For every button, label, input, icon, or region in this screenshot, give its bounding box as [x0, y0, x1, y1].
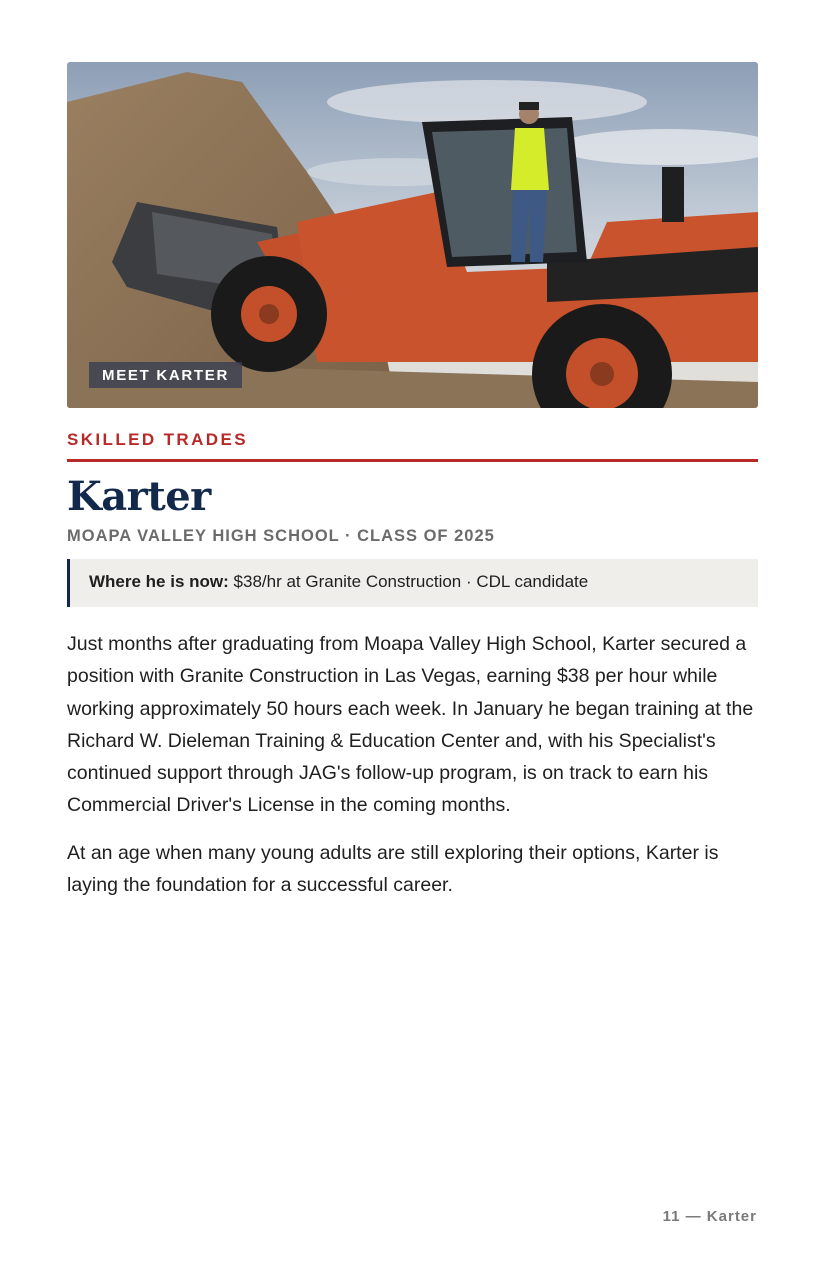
page-footer: 11 — Karter [662, 1208, 757, 1225]
school-line: MOAPA VALLEY HIGH SCHOOL · CLASS OF 2025 [67, 527, 495, 545]
body-paragraph: At an age when many young adults are still exploring their options, Karter is laying the foundation for a successful career. [67, 841, 719, 897]
hero-photo [67, 62, 758, 408]
status-value: $38/hr at Granite Construction · CDL candidate [233, 572, 589, 591]
divider-rule [67, 459, 758, 462]
status-label: Where he is now: [89, 572, 229, 591]
status-callout [67, 559, 758, 607]
profile-name: Karter [67, 473, 211, 520]
profile-page [67, 62, 758, 901]
meet-badge: MEET KARTER [89, 362, 242, 388]
body-paragraph: Just months after graduating from Moapa Valley High School, Karter secured a position with Granite Construction in Las Vegas, earning $38 per hour while working approximately 50 hours each week. In January he began training at the Richard W. Dieleman Training & Education Center and, with his Specialist's continued support through JAG's follow-up program, is on track to earn his Commercial Driver's License in the coming months. [67, 633, 754, 817]
loader-illustration [67, 62, 758, 408]
category-label: SKILLED TRADES [67, 430, 248, 449]
